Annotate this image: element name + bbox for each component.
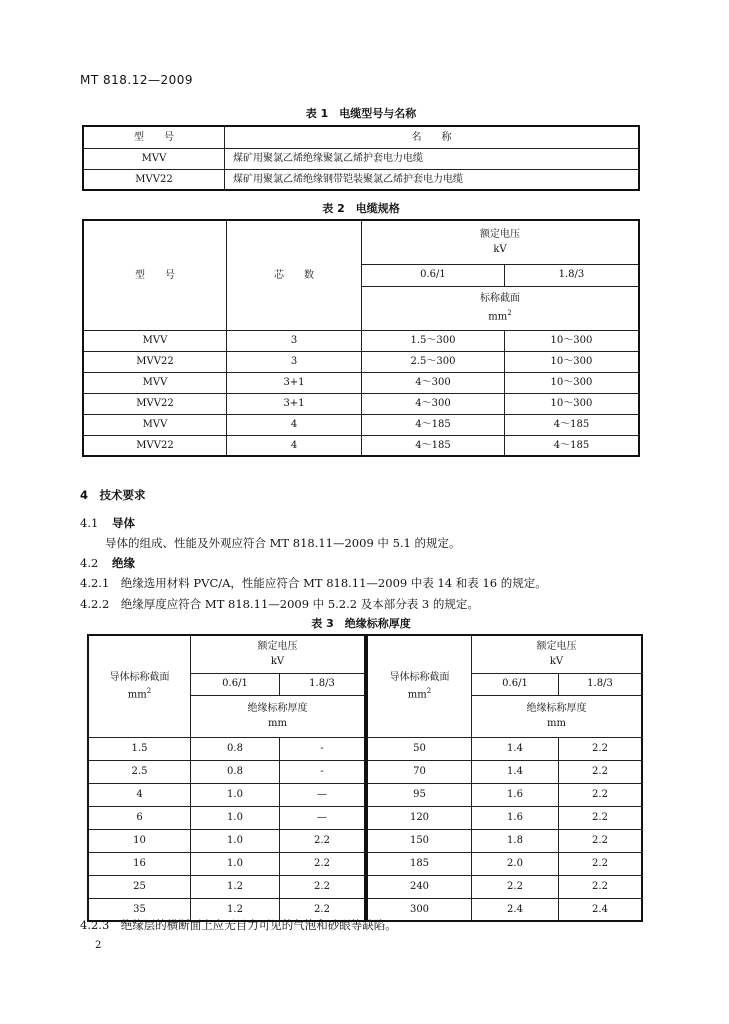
table1-cell-model: MVV22 xyxy=(83,169,225,190)
table3-cell: 2.2 xyxy=(559,760,643,783)
table-row xyxy=(88,829,365,852)
table2-section-unit-base: mm xyxy=(488,311,508,323)
table3-cell: 1.2 xyxy=(191,898,280,921)
table-row xyxy=(367,806,642,829)
table3-right-voltage-unit: kV xyxy=(549,655,564,667)
table-row xyxy=(367,898,642,921)
section-4-2-2-text: 4.2.2 绝缘厚度应符合 MT 818.11—2009 中 5.2.2 及本部分表 3 的规定。 xyxy=(80,597,479,611)
table2-header-v1: 0.6/1 xyxy=(362,264,505,286)
table3-cell: 1.0 xyxy=(191,783,280,806)
table3-cell: 10 xyxy=(88,829,191,852)
table2-cell: MVV22 xyxy=(83,351,227,372)
table1 xyxy=(82,125,640,191)
table2-cell: MVV xyxy=(83,372,227,393)
table-row xyxy=(367,852,642,875)
table2-section-unit-exp: 2 xyxy=(507,308,512,317)
table2-cell: 4～185 xyxy=(504,435,639,456)
section-4-2-title: 绝缘 xyxy=(111,556,135,570)
table3-right-section-unit-exp: 2 xyxy=(426,687,432,696)
table2-cell: 4～300 xyxy=(362,372,505,393)
table3-left-v1: 0.6/1 xyxy=(191,673,280,695)
table3-cell: 1.0 xyxy=(191,829,280,852)
table3-right-rated-voltage: 额定电压 xyxy=(536,641,577,653)
table-row xyxy=(367,737,642,760)
section-4-1-number: 4.1 xyxy=(80,516,99,530)
table3-cell: 25 xyxy=(88,875,191,898)
table-row xyxy=(367,829,642,852)
table2-cell: 4 xyxy=(227,414,362,435)
table2-header-voltage xyxy=(362,220,640,264)
table3-cell: 35 xyxy=(88,898,191,921)
table-row xyxy=(88,852,365,875)
section-4-heading: 4 技术要求 xyxy=(80,488,146,502)
table3-left-section-unit xyxy=(89,687,190,701)
table2-header-section xyxy=(362,286,640,330)
table2-section-unit xyxy=(362,309,638,323)
table3-cell: 2.2 xyxy=(472,875,559,898)
table-row xyxy=(88,760,365,783)
table-row xyxy=(367,783,642,806)
table1-caption: 表 1 电缆型号与名称 xyxy=(305,107,417,120)
table3-left xyxy=(87,634,366,922)
table3-right-header-voltage xyxy=(472,635,643,673)
table2-cell: MVV22 xyxy=(83,435,227,456)
table-row xyxy=(83,169,639,190)
table3-cell: 2.2 xyxy=(280,852,366,875)
table-row xyxy=(88,783,365,806)
table2-cell: 4～300 xyxy=(362,393,505,414)
table3-cell: 300 xyxy=(367,898,472,921)
table-row xyxy=(367,760,642,783)
table3-cell: 1.4 xyxy=(472,737,559,760)
table3-left-header-section xyxy=(88,635,191,737)
table3-left-voltage-unit: kV xyxy=(270,655,285,667)
table3-left-header-voltage xyxy=(191,635,366,673)
section-4-2-heading xyxy=(80,555,135,571)
table-row xyxy=(83,393,639,414)
table3-cell: 1.0 xyxy=(191,806,280,829)
table3-right-v2: 1.8/3 xyxy=(559,673,643,695)
table3-cell: 1.6 xyxy=(472,806,559,829)
table2-cell: 1.5～300 xyxy=(362,330,505,351)
table3-left-v2: 1.8/3 xyxy=(280,673,366,695)
table-row xyxy=(83,414,639,435)
table-row xyxy=(88,875,365,898)
table3-cell: 50 xyxy=(367,737,472,760)
table2-cell: 3 xyxy=(227,330,362,351)
section-4-1-text: 导体的组成、性能及外观应符合 MT 818.11—2009 中 5.1 的规定。 xyxy=(105,536,461,550)
table2-cell: 4～185 xyxy=(362,414,505,435)
table3-right-header-thickness xyxy=(472,695,643,737)
table1-cell-model: MVV xyxy=(83,148,225,169)
table-row xyxy=(367,875,642,898)
table2-cell: 10～300 xyxy=(504,351,639,372)
table3-left-thickness-label: 绝缘标称厚度 xyxy=(247,702,308,714)
table-row xyxy=(88,806,365,829)
table3-right-section-unit-base: mm xyxy=(407,689,427,701)
table1-header-model: 型 号 xyxy=(83,126,225,148)
table3-cell: 1.0 xyxy=(191,852,280,875)
table3-cell: 16 xyxy=(88,852,191,875)
section-4-1-title: 导体 xyxy=(111,516,135,530)
table2-header-v2: 1.8/3 xyxy=(504,264,639,286)
table3-left-section-label: 导体标称截面 xyxy=(109,671,170,683)
table2-cell: 3+1 xyxy=(227,372,362,393)
table-row xyxy=(83,435,639,456)
table3-cell: 0.8 xyxy=(191,760,280,783)
table3-cell: 70 xyxy=(367,760,472,783)
table2-cell: 10～300 xyxy=(504,372,639,393)
table2-cell: MVV xyxy=(83,330,227,351)
table3-cell: - xyxy=(280,737,366,760)
table2-cell: 4～185 xyxy=(504,414,639,435)
table3-left-header-thickness xyxy=(191,695,366,737)
table3-cell: 2.2 xyxy=(559,829,643,852)
table3-cell: 150 xyxy=(367,829,472,852)
table3-right-v1: 0.6/1 xyxy=(472,673,559,695)
section-4-2-1-text: 4.2.1 绝缘选用材料 PVC/A，性能应符合 MT 818.11—2009 中表 14 和表 16 的规定。 xyxy=(80,576,547,590)
table3-cell: 2.2 xyxy=(280,898,366,921)
table3-cell: 1.8 xyxy=(472,829,559,852)
table3-right-section-unit xyxy=(368,687,471,701)
section-4-1-heading xyxy=(80,515,135,531)
table3-left-section-unit-base: mm xyxy=(127,689,147,701)
table3-cell: — xyxy=(280,783,366,806)
table-row xyxy=(83,372,639,393)
document-code: MT 818.12—2009 xyxy=(80,73,194,87)
table3-cell: 0.8 xyxy=(191,737,280,760)
table1-cell-name: 煤矿用聚氯乙烯绝缘聚氯乙烯护套电力电缆 xyxy=(225,148,640,169)
table3-cell: 6 xyxy=(88,806,191,829)
table2-header-model: 型 号 xyxy=(83,220,227,330)
table-row xyxy=(83,148,639,169)
table2-voltage-unit: kV xyxy=(493,244,507,256)
section-4-2-number: 4.2 xyxy=(80,556,99,570)
table3-cell: 95 xyxy=(367,783,472,806)
table3-cell: 2.2 xyxy=(559,806,643,829)
table-row xyxy=(83,330,639,351)
table3-cell: 1.4 xyxy=(472,760,559,783)
table2-cell: 10～300 xyxy=(504,393,639,414)
table2-cell: 2.5～300 xyxy=(362,351,505,372)
table1-header-name: 名 称 xyxy=(225,126,640,148)
table3-cell: 2.5 xyxy=(88,760,191,783)
table2-caption: 表 2 电缆规格 xyxy=(322,202,400,215)
table3-cell: - xyxy=(280,760,366,783)
table2-cell: MVV xyxy=(83,414,227,435)
table3-right-section-label: 导体标称截面 xyxy=(389,671,450,683)
table3-cell: 240 xyxy=(367,875,472,898)
table3-cell: 2.2 xyxy=(559,737,643,760)
table2-cell: 3 xyxy=(227,351,362,372)
table2-cell: MVV22 xyxy=(83,393,227,414)
table2-cell: 4～185 xyxy=(362,435,505,456)
table2 xyxy=(82,219,640,457)
table-row xyxy=(88,737,365,760)
table3-right-thickness-label: 绝缘标称厚度 xyxy=(526,702,587,714)
table3-right-header-section xyxy=(367,635,472,737)
table3-right xyxy=(366,634,643,922)
table3-cell: 2.0 xyxy=(472,852,559,875)
table-row xyxy=(83,351,639,372)
table3-cell: 2.2 xyxy=(559,783,643,806)
table3-cell: 1.5 xyxy=(88,737,191,760)
table3-right-thickness-unit: mm xyxy=(547,718,566,729)
table3-cell: 2.4 xyxy=(559,898,643,921)
table1-cell-name: 煤矿用聚氯乙烯绝缘钢带铠装聚氯乙烯护套电力电缆 xyxy=(225,169,640,190)
table3-cell: 2.2 xyxy=(280,875,366,898)
table3-cell: 2.4 xyxy=(472,898,559,921)
table3-cell: 120 xyxy=(367,806,472,829)
table3-cell: 2.2 xyxy=(280,829,366,852)
table3-cell: 2.2 xyxy=(559,852,643,875)
table3-cell: 1.2 xyxy=(191,875,280,898)
table2-header-cores: 芯 数 xyxy=(227,220,362,330)
table2-rated-voltage-label: 额定电压 xyxy=(480,228,520,240)
table3-cell: 185 xyxy=(367,852,472,875)
table3-cell: 4 xyxy=(88,783,191,806)
table2-cell: 10～300 xyxy=(504,330,639,351)
table3-left-thickness-unit: mm xyxy=(268,718,287,729)
table2-section-label: 标称截面 xyxy=(480,293,520,305)
section-4-2-3-text: 4.2.3 绝缘层的横断面上应无目力可见的气泡和砂眼等缺陷。 xyxy=(80,918,397,932)
page-number: 2 xyxy=(95,940,102,951)
table2-cell: 4 xyxy=(227,435,362,456)
table3-left-section-unit-exp: 2 xyxy=(146,687,152,696)
table3-cell: 1.6 xyxy=(472,783,559,806)
table2-cell: 3+1 xyxy=(227,393,362,414)
table3-left-rated-voltage: 额定电压 xyxy=(257,641,298,653)
table3-cell: 2.2 xyxy=(559,875,643,898)
table3-cell: — xyxy=(280,806,366,829)
table3-caption: 表 3 绝缘标称厚度 xyxy=(311,617,411,630)
